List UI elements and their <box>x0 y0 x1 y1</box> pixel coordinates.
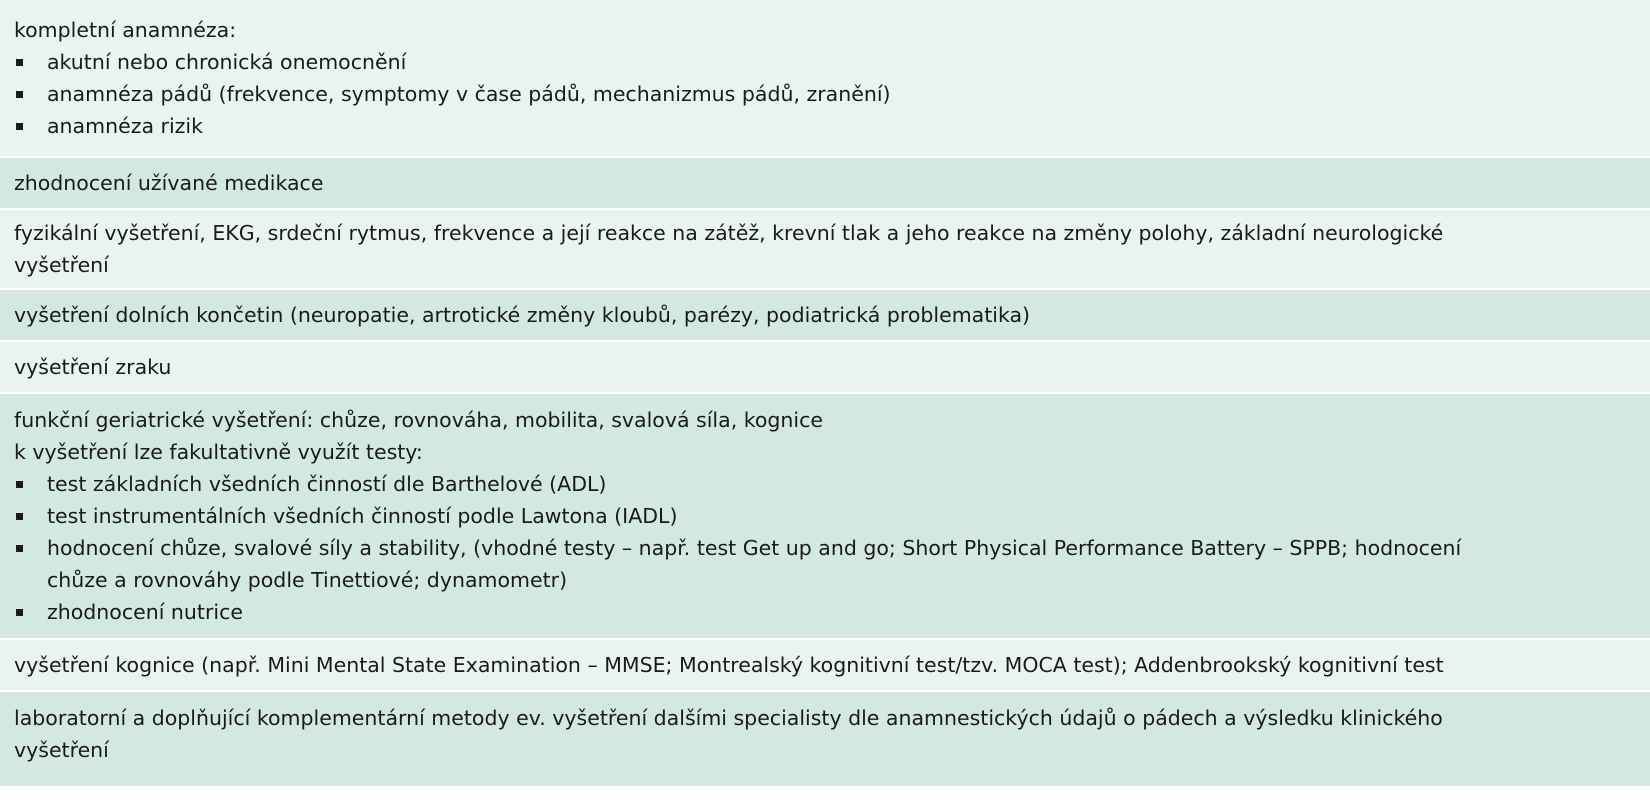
list-item <box>14 46 1636 78</box>
bullet-icon <box>16 481 23 488</box>
list-item-text: zhodnocení nutrice <box>47 600 243 624</box>
row-geriatric-exam <box>0 392 1650 638</box>
list-item-text: hodnocení chůze, svalové síly a stability, (vhodné testy – např. test Get up and go; Short Physical Performance Battery – SPPB; hodnocení <box>47 536 1462 560</box>
row-cognition-exam <box>0 638 1650 690</box>
list-item <box>14 468 1636 500</box>
row-vision-exam <box>0 340 1650 392</box>
list-item-text: test instrumentálních všedních činností podle Lawtona (IADL) <box>47 504 678 528</box>
list-item-text: akutní nebo chronická onemocnění <box>47 50 407 74</box>
row-text: vyšetření kognice (např. Mini Mental State Examination – MMSE; Montrealský kognitivní test/tzv. MOCA test); Addenbrookský kognitivní test <box>14 653 1444 677</box>
row-physical-exam <box>0 208 1650 288</box>
row-subheading: k vyšetření lze fakultativně využít testy: <box>14 440 423 464</box>
row-text: zhodnocení užívané medikace <box>14 171 324 195</box>
row-lab-methods <box>0 690 1650 786</box>
bullet-list <box>14 468 1636 628</box>
bullet-icon <box>16 609 23 616</box>
list-item <box>14 596 1636 628</box>
row-text: vyšetření dolních končetin (neuropatie, artrotické změny kloubů, parézy, podiatrická problematika) <box>14 303 1031 327</box>
bullet-icon <box>16 513 23 520</box>
list-item <box>14 532 1636 596</box>
bullet-icon <box>16 545 23 552</box>
row-heading: kompletní anamnéza: <box>14 18 237 42</box>
bullet-icon <box>16 123 23 130</box>
list-item-text: anamnéza pádů (frekvence, symptomy v čase pádů, mechanizmus pádů, zranění) <box>47 82 891 106</box>
row-text-line: vyšetření <box>14 253 109 277</box>
list-item-text-continued: chůze a rovnováhy podle Tinettiové; dynamometr) <box>47 568 568 592</box>
bullet-icon <box>16 91 23 98</box>
row-lower-limbs-exam <box>0 288 1650 340</box>
list-item-text: anamnéza rizik <box>47 114 203 138</box>
row-heading: funkční geriatrické vyšetření: chůze, rovnováha, mobilita, svalová síla, kognice <box>14 408 823 432</box>
bullet-icon <box>16 59 23 66</box>
list-item-text: test základních všedních činností dle Barthelové (ADL) <box>47 472 607 496</box>
bullet-list <box>14 46 1636 142</box>
row-text-line: laboratorní a doplňující komplementární metody ev. vyšetření dalšími specialisty dle anamnestických údajů o pádech a výsledku klinického <box>14 706 1443 730</box>
list-item <box>14 78 1636 110</box>
row-medication-review <box>0 156 1650 208</box>
row-complete-history <box>0 0 1650 156</box>
list-item <box>14 110 1636 142</box>
row-text-line: vyšetření <box>14 738 109 762</box>
row-text: vyšetření zraku <box>14 355 172 379</box>
list-item <box>14 500 1636 532</box>
row-text-line: fyzikální vyšetření, EKG, srdeční rytmus, frekvence a její reakce na zátěž, krevní tlak a jeho reakce na změny polohy, základní neurologické <box>14 221 1444 245</box>
